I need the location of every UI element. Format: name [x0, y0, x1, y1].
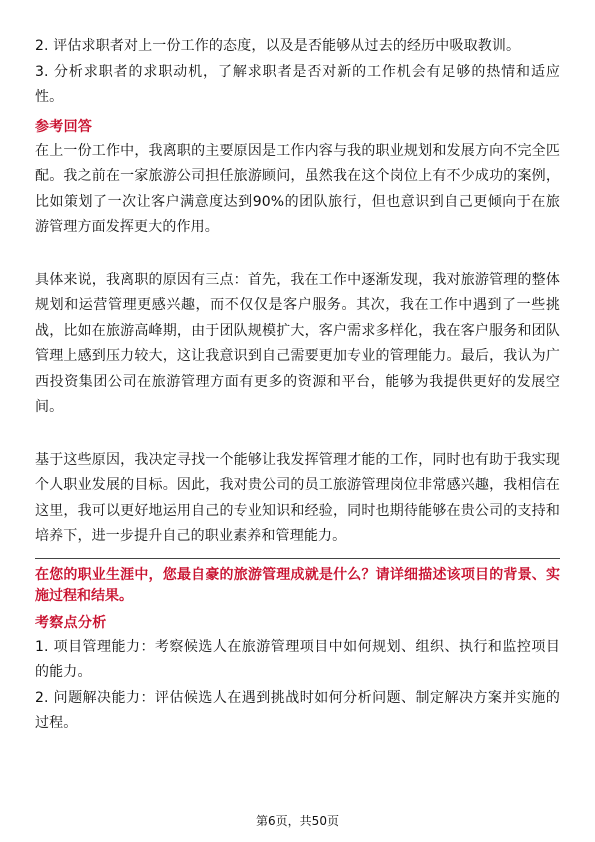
- answer-paragraph-2: 具体来说，我离职的原因有三点：首先，我在工作中逐渐发现，我对旅游管理的整体规划和运营管理更感兴趣，而不仅仅是客户服务。其次，我在工作中遇到了一些挑战，比如在旅游高峰期，由于团队规模扩大，客户需求多样化，我在客户服务和团队管理上感到压力较大，这让我意识到自己需要更加专业的管理能力。最后，我认为广西投资集团公司在旅游管理方面有更多的资源和平台，能够为我提供更好的发展空间。: [35, 271, 560, 415]
- analysis-heading: 考察点分析: [35, 614, 107, 631]
- answer-paragraph-1: 在上一份工作中，我离职的主要原因是工作内容与我的职业规划和发展方向不完全匹配。我之前在一家旅游公司担任旅游顾问，虽然我在这个岗位上有不少成功的案例，比如策划了一次让客户满意度达到90%的团队旅行，但也意识到自己更倾向于在旅游管理方面发挥更大的作用。: [35, 142, 560, 235]
- evaluation-point-2: 2. 评估求职者对上一份工作的态度，以及是否能够从过去的经历中吸取教训。: [35, 38, 521, 54]
- analysis-item-1: 1. 项目管理能力：考察候选人在旅游管理项目中如何规划、组织、执行和监控项目的能力。: [35, 638, 560, 680]
- page-content: [35, 34, 560, 737]
- page-number-footer: 第6页，共50页: [256, 814, 339, 828]
- evaluation-point-3: 3. 分析求职者的求职动机，了解求职者是否对新的工作机会有足够的热情和适应性。: [35, 63, 560, 105]
- section-divider: [35, 558, 560, 559]
- reference-answer-heading: 参考回答: [35, 118, 93, 135]
- analysis-item-2: 2. 问题解决能力：评估候选人在遇到挑战时如何分析问题、制定解决方案并实施的过程。: [35, 689, 560, 731]
- interview-question: 在您的职业生涯中，您最自豪的旅游管理成就是什么？请详细描述该项目的背景、实施过程和结果。: [35, 566, 560, 604]
- answer-paragraph-3: 基于这些原因，我决定寻找一个能够让我发挥管理才能的工作，同时也有助于我实现个人职业发展的目标。因此，我对贵公司的员工旅游管理岗位非常感兴趣，我相信在这里，我可以更好地运用自己的专业知识和经验，同时也期待能够在贵公司的支持和培养下，进一步提升自己的职业素养和管理能力。: [35, 451, 560, 544]
